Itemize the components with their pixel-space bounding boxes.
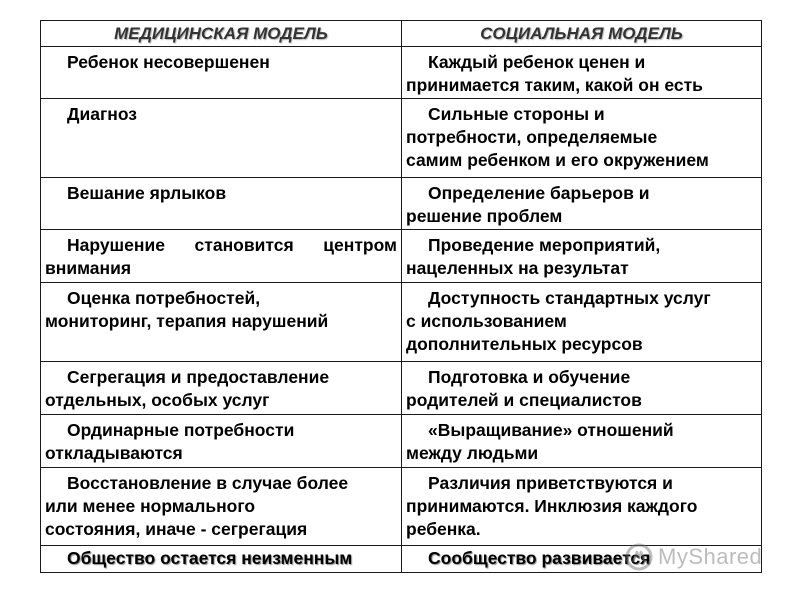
cell-text: Проведение мероприятий, нацеленных на результат bbox=[406, 235, 661, 278]
cell-text: Ребенок несовершенен bbox=[67, 52, 270, 72]
cell-text: Нарушение становится центром внимания bbox=[45, 235, 397, 278]
cell-text: Ординарные потребности откладываются bbox=[45, 420, 295, 463]
cell-text: Сильные стороны и потребности, определяемые самим ребенком и его окружением bbox=[406, 104, 709, 170]
header-row bbox=[41, 21, 762, 47]
cell-text: Различия приветствуются и принимаются. Инклюзия каждого ребенка. bbox=[406, 473, 698, 539]
medical-cell bbox=[41, 468, 402, 546]
table-row bbox=[41, 362, 762, 415]
social-cell bbox=[402, 362, 762, 415]
cell-text: Сообщество развивается bbox=[428, 548, 651, 568]
cell-text: Подготовка и обучение родителей и специалистов bbox=[406, 367, 642, 410]
social-cell bbox=[402, 230, 762, 283]
header-medical-model: МЕДИЦИНСКАЯ МОДЕЛЬ bbox=[41, 21, 402, 47]
table-row bbox=[41, 468, 762, 546]
cell-text: Оценка потребностей, мониторинг, терапия нарушений bbox=[45, 288, 329, 331]
cell-text: Сегрегация и предоставление отдельных, особых услуг bbox=[45, 367, 330, 410]
table-row bbox=[41, 230, 762, 283]
medical-cell bbox=[41, 47, 402, 99]
medical-cell bbox=[41, 415, 402, 468]
medical-cell bbox=[41, 283, 402, 362]
medical-cell bbox=[41, 362, 402, 415]
social-cell bbox=[402, 468, 762, 546]
table-row bbox=[41, 546, 762, 573]
comparison-table-container bbox=[40, 20, 761, 573]
social-cell bbox=[402, 178, 762, 230]
medical-cell bbox=[41, 99, 402, 178]
social-cell bbox=[402, 415, 762, 468]
cell-text: Общество остается неизменным bbox=[67, 548, 353, 568]
medical-cell bbox=[41, 230, 402, 283]
cell-text: «Выращивание» отношений между людьми bbox=[406, 420, 674, 463]
cell-text: Вешание ярлыков bbox=[67, 183, 227, 203]
medical-cell bbox=[41, 178, 402, 230]
social-cell bbox=[402, 99, 762, 178]
medical-cell bbox=[41, 546, 402, 573]
social-cell bbox=[402, 546, 762, 573]
cell-text: Определение барьеров и решение проблем bbox=[406, 183, 650, 226]
header-social-model: СОЦИАЛЬНАЯ МОДЕЛЬ bbox=[402, 21, 762, 47]
cell-text: Диагноз bbox=[67, 104, 137, 124]
cell-text: Восстановление в случае более или менее нормального состояния, иначе - сегрегация bbox=[45, 473, 349, 539]
social-cell bbox=[402, 47, 762, 99]
watermark-text: MyShared bbox=[658, 544, 763, 569]
table-row bbox=[41, 415, 762, 468]
table-row bbox=[41, 283, 762, 362]
table-row bbox=[41, 47, 762, 99]
cell-text: Доступность стандартных услуг с использованием дополнительных ресурсов bbox=[406, 288, 711, 354]
table-row bbox=[41, 99, 762, 178]
social-cell bbox=[402, 283, 762, 362]
cell-text: Каждый ребенок ценен и принимается таким, какой он есть bbox=[406, 52, 703, 95]
comparison-table bbox=[40, 20, 762, 573]
table-row bbox=[41, 178, 762, 230]
